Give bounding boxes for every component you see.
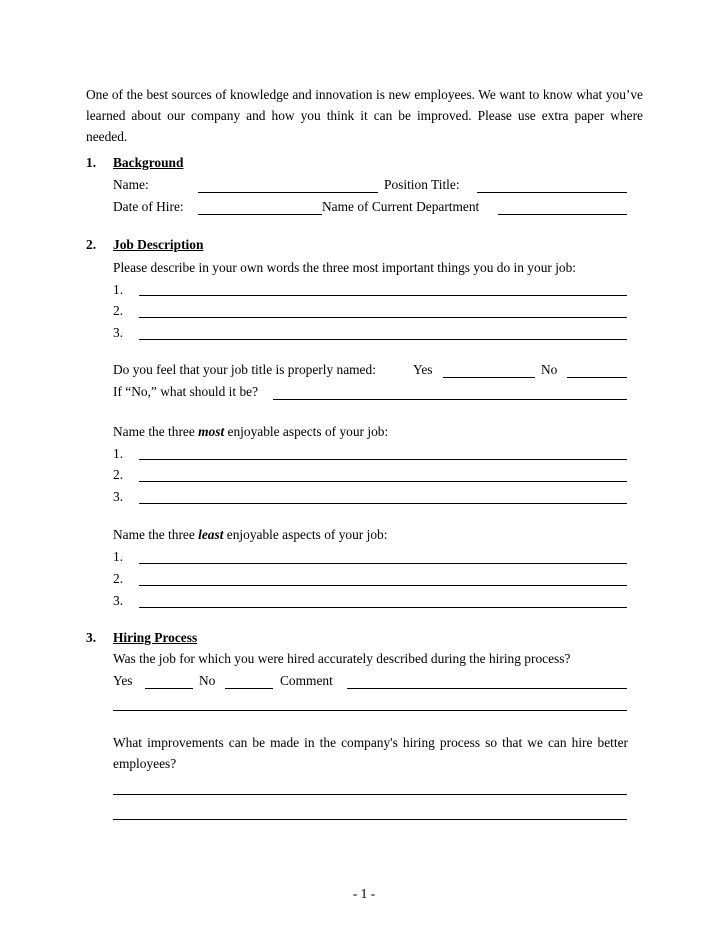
job-title-no-label: No [541, 362, 558, 377]
least-item-number: 1. [113, 549, 124, 564]
least-item-1-field[interactable] [139, 563, 627, 564]
least-enjoyable-prompt: Name the three least enjoyable aspects of your job: [113, 527, 388, 542]
job-title-yes-field[interactable] [443, 377, 535, 378]
improvements-question: What improvements can be made in the company's hiring process so that we can hire better employees? [113, 735, 628, 771]
least-item-number: 3. [113, 593, 124, 608]
most-item-number: 1. [113, 446, 124, 461]
job-title-question: Do you feel that your job title is properly named: [113, 362, 376, 377]
least-item-number: 2. [113, 571, 124, 586]
section-1-title: Background [113, 155, 184, 170]
most-item-number: 3. [113, 489, 124, 504]
improvements-line-2[interactable] [113, 819, 627, 820]
hiring-yes-label: Yes [113, 673, 133, 688]
least-item-2-field[interactable] [139, 585, 627, 586]
position-title-label: Position Title: [384, 177, 460, 192]
date-of-hire-label: Date of Hire: [113, 199, 184, 214]
most-item-1-field[interactable] [139, 459, 627, 460]
section-2-title: Job Description [113, 237, 204, 252]
job-item-3-field[interactable] [139, 339, 627, 340]
hiring-comment-line-2[interactable] [113, 710, 627, 711]
hiring-comment-field[interactable] [347, 688, 627, 689]
section-3-title: Hiring Process [113, 630, 198, 645]
job-title-yes-label: Yes [413, 362, 433, 377]
section-2-number: 2. [86, 237, 97, 252]
job-title-no-field[interactable] [567, 377, 627, 378]
most-item-2-field[interactable] [139, 481, 627, 482]
job-item-number: 3. [113, 325, 124, 340]
least-item-3-field[interactable] [139, 607, 627, 608]
name-label: Name: [113, 177, 149, 192]
if-no-label: If “No,” what should it be? [113, 384, 259, 399]
current-department-field[interactable] [498, 214, 627, 215]
job-item-2-field[interactable] [139, 317, 627, 318]
hiring-question: Was the job for which you were hired accurately described during the hiring process? [113, 651, 571, 666]
date-of-hire-field[interactable] [198, 214, 322, 215]
position-title-field[interactable] [477, 192, 627, 193]
most-enjoyable-prompt: Name the three most enjoyable aspects of your job: [113, 424, 389, 439]
hiring-yes-field[interactable] [145, 688, 193, 689]
section-3-number: 3. [86, 630, 97, 645]
hiring-no-field[interactable] [225, 688, 273, 689]
section-1-number: 1. [86, 155, 97, 170]
page-number: - 1 - [352, 886, 376, 901]
if-no-field[interactable] [273, 399, 627, 400]
most-item-3-field[interactable] [139, 503, 627, 504]
job-item-number: 2. [113, 303, 124, 318]
current-department-label: Name of Current Department [322, 199, 480, 214]
most-item-number: 2. [113, 467, 124, 482]
improvements-line-1[interactable] [113, 794, 627, 795]
job-item-number: 1. [113, 282, 124, 297]
job-item-1-field[interactable] [139, 295, 627, 296]
hiring-comment-label: Comment [280, 673, 333, 688]
hiring-no-label: No [199, 673, 216, 688]
intro-paragraph: One of the best sources of knowledge and innovation is new employees. We want to know what you’ve learned about our company and how you think it can be improved. Please use extra paper where needed. [86, 87, 643, 144]
name-field[interactable] [198, 192, 378, 193]
job-description-prompt: Please describe in your own words the three most important things you do in your job: [113, 260, 577, 275]
